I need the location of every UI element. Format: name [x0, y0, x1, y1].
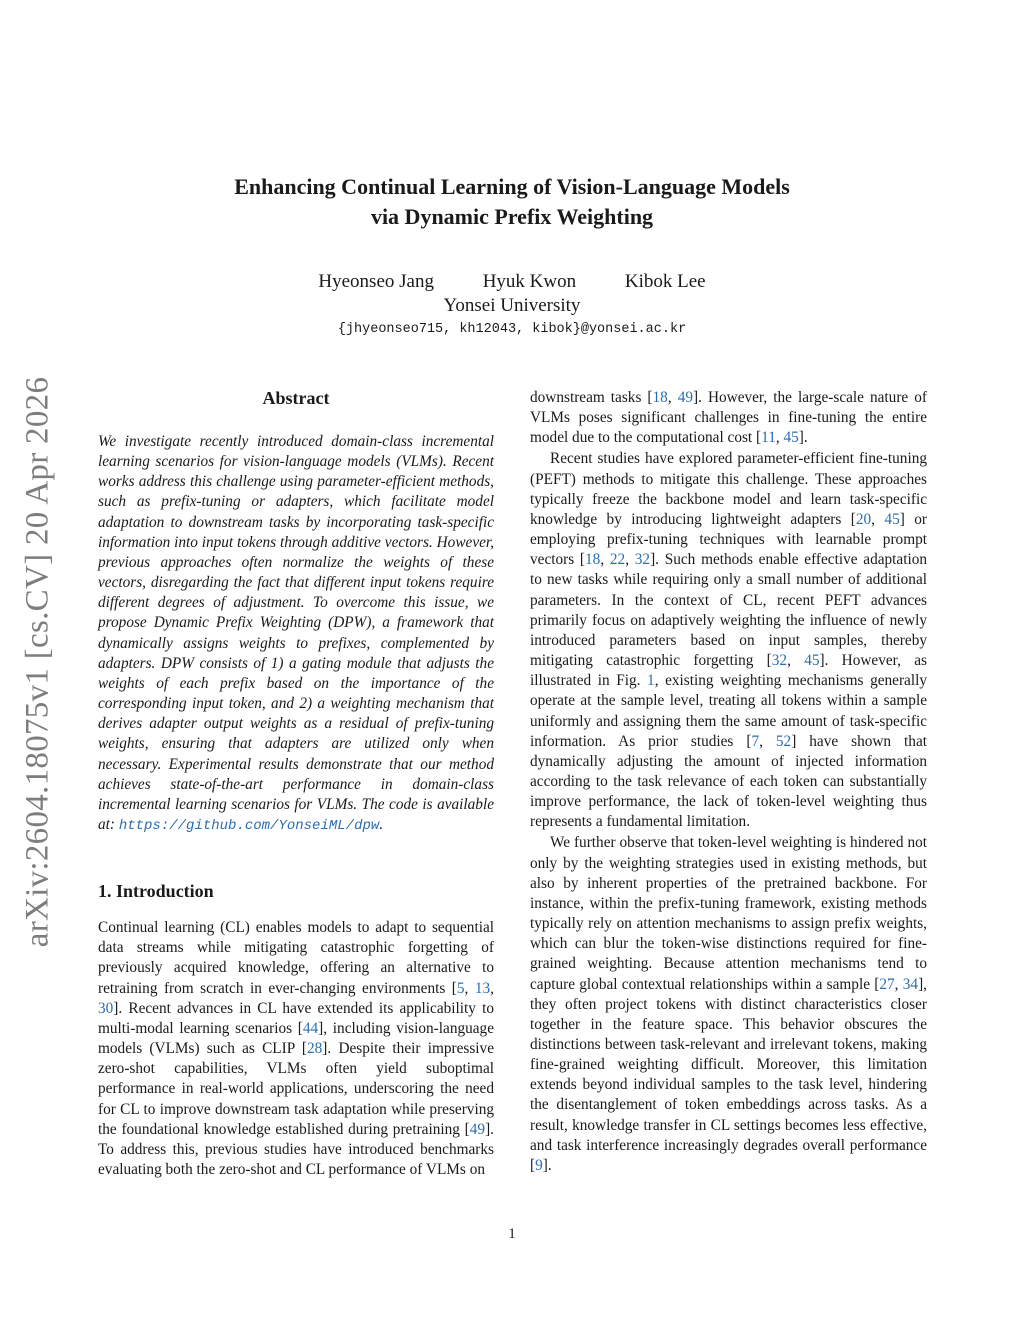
citation-link[interactable]: 5: [456, 979, 465, 997]
intro-paragraph-2: [530, 449, 927, 832]
affiliation: Yonsei University: [443, 295, 581, 316]
paragraph-text: ]. However, as illustrated in Fig.: [530, 652, 927, 690]
abstract-text: We investigate recently introduced domain-class incremental learning scenarios for vision-language models (VLMs). Recent works address this challenge using parameter-efficient methods, such as prefix-tuning or adapters, which facilitate model adaptation to downstream tasks by incorporating task-specific information into input tokens through additive vectors. However, previous approaches often normalize the weights of these vectors, disregarding the fact that different input tokens require different degrees of adjustment. To overcome this issue, we propose Dynamic Prefix Weighting (DPW), a framework that dynamically assigns weights to prefixes, complemented by adapters. DPW consists of 1) a gating module that adjusts the weights of each prefix based on the importance of the corresponding input token, and 2) a weighting mechanism that derives adapter output weights as a residual of prefix-tuning weights, ensuring that adapters are utilized only when necessary. Experimental results demonstrate that our method achieves state-of-the-art performance in domain-class incremental learning scenarios for VLMs. The code is available at:: [98, 433, 494, 833]
citation-link[interactable]: 49: [677, 389, 693, 406]
page-number: 1: [508, 1226, 516, 1242]
paragraph-text: ].: [798, 429, 808, 447]
citation-link[interactable]: 18: [585, 551, 601, 569]
paragraph-text: Continual learning (CL) enables models to adapt to sequential data streams while mitigating catastrophic forgetting of previously acquired knowledge, offering an alternative to retraining from scratch in ever-changing environments [: [98, 919, 494, 997]
citation-link[interactable]: 20: [855, 510, 872, 528]
paragraph-text: ]. Such methods enable effective adaptation to new tasks while requiring only a small number of additional parameters. In the context of CL, recent PEFT advances primarily focus on adaptively weighting the influence of newly introduced parameters based on input samples, thereby mitigating catastrophic forgetting [: [530, 551, 927, 670]
paragraph-text: , existing weighting mechanisms generally operate at the sample level, treating all tokens within a sample uniformly and assigning them the same amount of task-specific information. As prior studies [: [530, 672, 927, 750]
section-heading-introduction: 1. Introduction: [98, 881, 214, 902]
paragraph-text: ,: [600, 551, 610, 569]
paragraph-text: ,: [894, 975, 903, 993]
paper-title: [0, 172, 1024, 232]
citation-link[interactable]: 34: [902, 975, 919, 993]
paragraph-text: ]. To address this, previous studies have introduced benchmarks evaluating both the zero-shot and CL performance of VLMs on: [98, 1120, 494, 1178]
paragraph-text: ].: [542, 1156, 552, 1174]
arxiv-stamp-text: arXiv:2604.18075v1 [cs.CV] 20 Apr 2026: [19, 376, 56, 948]
citation-link[interactable]: 52: [775, 732, 792, 750]
right-column: [530, 388, 927, 1176]
paragraph-text: ], including vision-language models (VLMs) such as CLIP [: [98, 1019, 494, 1058]
paragraph-text: ]. Despite their impressive zero-shot capabilities, VLMs often yield suboptimal performance in real-world applications, underscoring the need for CL to improve downstream task adaptation while preserving the foundational knowledge established during pretraining [: [98, 1040, 494, 1138]
author-emails: {jhyeonseo715, kh12043, kibok}@yonsei.ac.kr: [337, 322, 687, 337]
intro-paragraph-1-right: [530, 388, 927, 448]
paragraph-text: ,: [490, 979, 494, 997]
abstract-end: .: [379, 815, 384, 833]
abstract-body: [98, 432, 494, 836]
citation-link[interactable]: 13: [474, 979, 491, 997]
citation-link[interactable]: 11: [761, 429, 776, 447]
citation-link[interactable]: 44: [302, 1019, 319, 1037]
abstract-heading: Abstract: [262, 388, 330, 408]
citation-link[interactable]: 22: [609, 551, 626, 569]
paragraph-text: ] have shown that dynamically adjusting the amount of injected information according to the task relevance of each token can substantially improve performance, the lack of token-level weighting thus represents a fundamental limitation.: [530, 732, 927, 831]
paragraph-text: ]. Recent advances in CL have extended its applicability to multi-modal learning scenarios [: [98, 999, 494, 1037]
paragraph-text: Recent studies have explored parameter-efficient fine-tuning (PEFT) methods to mitigate this challenge. These approaches typically freeze the backbone model and learn task-specific knowledge by introducing lightweight adapters [: [530, 450, 927, 528]
citation-link[interactable]: 32: [771, 652, 788, 670]
paragraph-text: ] or employing prefix-tuning techniques with learnable prompt vectors [: [530, 510, 927, 569]
paragraph-text: We further observe that token-level weighting is hindered not only by the weighting strategies used in existing methods, but also by inherent properties of the pretrained backbone. For instance, within the prefix-tuning framework, existing methods typically rely on attention mechanisms to assign prefix weights, which can blur the token-wise distinctions required for fine-grained weighting. Because attention mechanisms tend to capture global contextual relationships within a sample [: [530, 834, 927, 993]
citation-link[interactable]: 45: [884, 510, 900, 528]
left-column: [98, 388, 494, 1180]
intro-paragraph-3: [530, 833, 927, 1176]
citation-link[interactable]: 1: [647, 672, 655, 690]
paragraph-text: ,: [667, 389, 678, 406]
citation-link[interactable]: 28: [307, 1040, 323, 1058]
citation-link[interactable]: 45: [783, 429, 799, 447]
title-line-2: via Dynamic Prefix Weighting: [370, 204, 654, 229]
intro-paragraph-1-left: [98, 918, 494, 1180]
citation-link[interactable]: 32: [634, 551, 651, 569]
author-name: Kibok Lee: [624, 271, 706, 292]
paragraph-text: ,: [787, 652, 805, 670]
paragraph-text: downstream tasks [: [530, 389, 653, 406]
author-list: [0, 270, 1024, 294]
author-name: Hyeonseo Jang: [318, 271, 434, 292]
paragraph-text: ,: [775, 429, 784, 447]
citation-link[interactable]: 7: [751, 732, 760, 750]
paragraph-text: ], they often project tokens with distinct characteristics closer together in the feature space. This behavior obscures the distinctions between task-relevant and irrelevant tokens, making fine-grained weighting difficult. Moreover, this limitation extends beyond individual samples to the task level, hindering the disentanglement of token embeddings across tasks. As a result, knowledge transfer in CL settings becomes less effective, and task interference increasingly degrades overall performance [: [530, 975, 927, 1174]
paragraph-text: ,: [759, 732, 776, 750]
citation-link[interactable]: 45: [804, 652, 820, 670]
paragraph-text: ,: [625, 551, 635, 569]
citation-link[interactable]: 27: [879, 975, 895, 993]
citation-link[interactable]: 18: [652, 389, 668, 406]
title-line-1: Enhancing Continual Learning of Vision-Language Models: [234, 174, 790, 199]
paragraph-text: ,: [871, 510, 885, 528]
author-block: [0, 270, 1024, 318]
citation-link[interactable]: 9: [535, 1156, 543, 1174]
code-link[interactable]: https://github.com/YonseiML/dpw: [118, 817, 380, 834]
citation-link[interactable]: 49: [469, 1120, 486, 1138]
citation-link[interactable]: 30: [98, 999, 114, 1017]
paragraph-text: ]. However, the large-scale nature of VLMs poses significant challenges in fine-tuning the entire model due to the computational cost [: [530, 389, 927, 447]
paragraph-text: ,: [464, 979, 475, 997]
author-name: Hyuk Kwon: [482, 271, 577, 292]
